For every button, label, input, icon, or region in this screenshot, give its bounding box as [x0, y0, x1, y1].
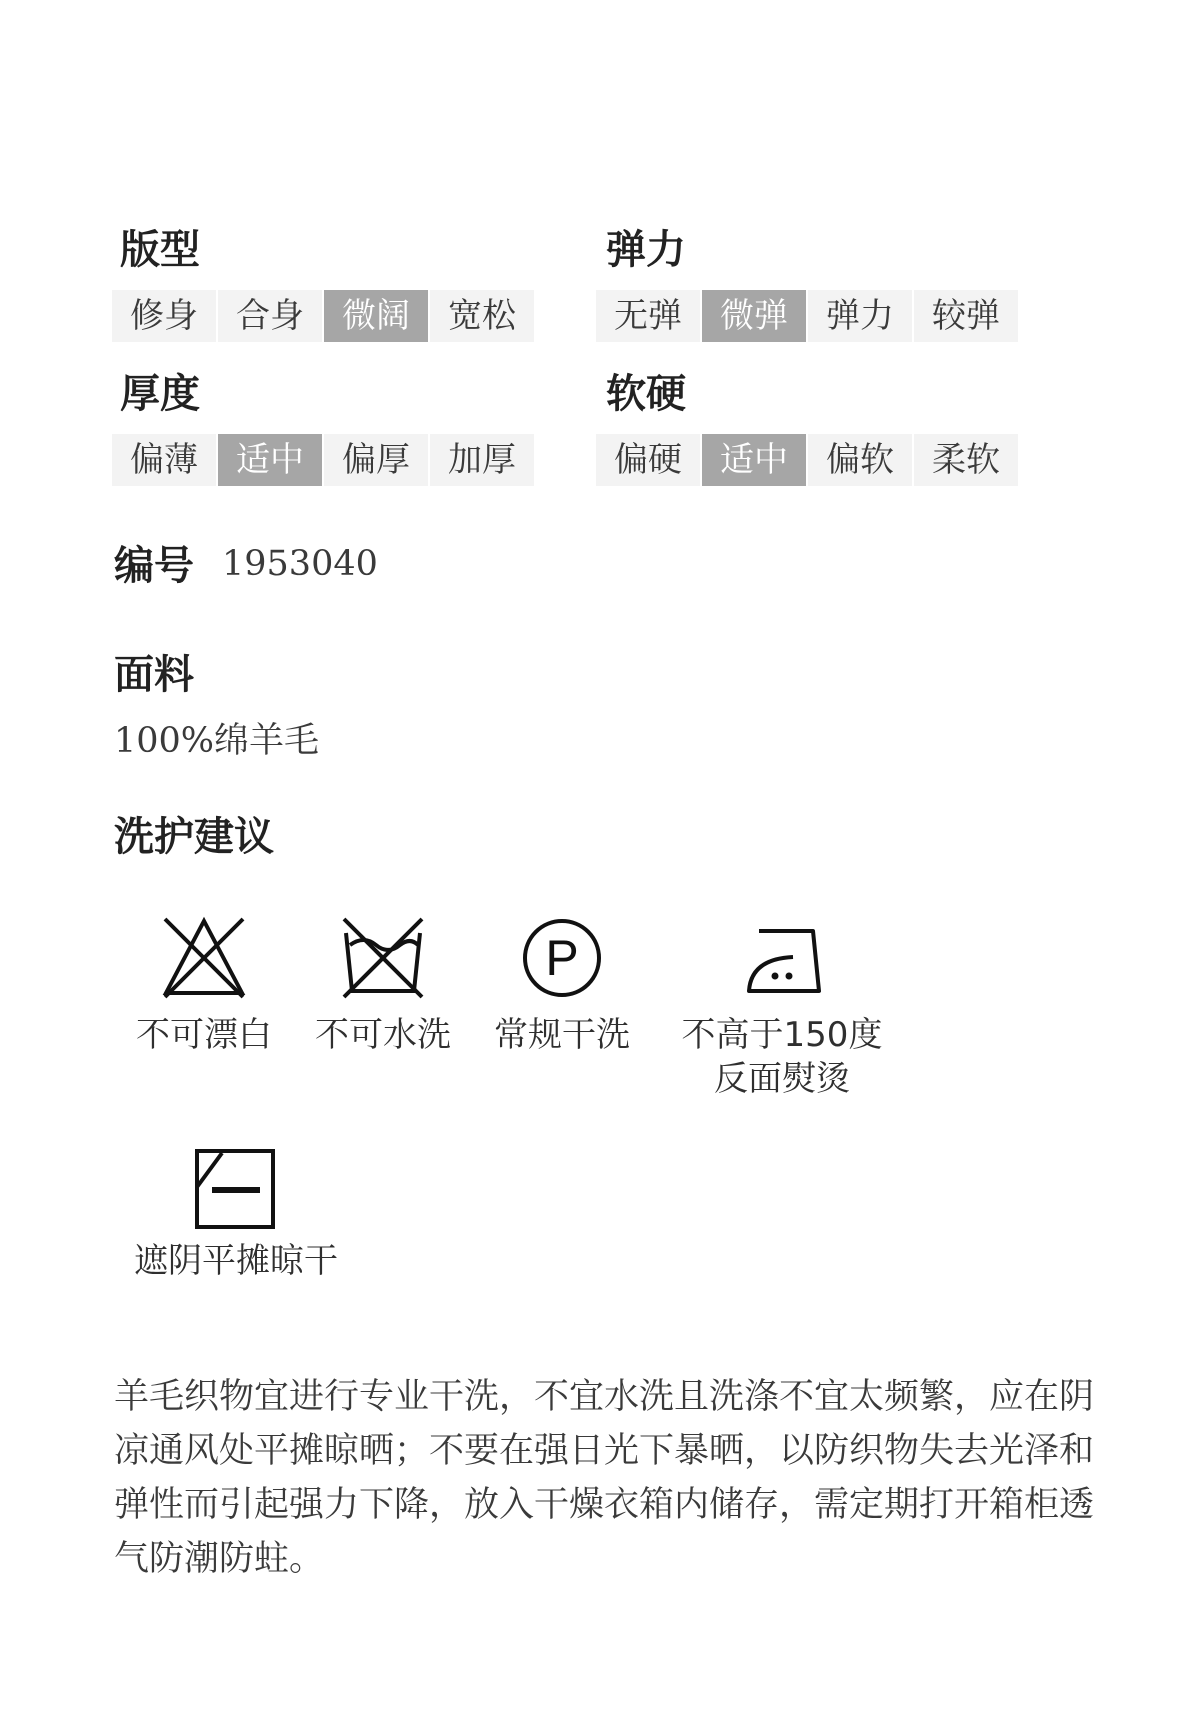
- fabric-heading: 面料: [114, 652, 194, 698]
- thickness-selector: [112, 434, 534, 486]
- care-label: 遮阴平摊晾干: [134, 1241, 338, 1281]
- item-number-label: 编号: [114, 543, 194, 589]
- care-item-no-bleach: [124, 915, 284, 1057]
- fabric-value: 100%绵羊毛: [114, 721, 320, 761]
- elasticity-option[interactable]: 无弹: [596, 290, 700, 342]
- thickness-option[interactable]: 适中: [218, 434, 322, 486]
- dry-clean-p-icon: [519, 915, 605, 1001]
- softness-heading: 软硬: [606, 371, 686, 417]
- elasticity-heading: 弹力: [606, 227, 686, 273]
- care-item-iron: [672, 915, 892, 1101]
- no-bleach-icon: [161, 915, 247, 1001]
- thickness-option[interactable]: 偏厚: [324, 434, 428, 486]
- elasticity-option[interactable]: 微弹: [702, 290, 806, 342]
- care-heading: 洗护建议: [114, 814, 274, 860]
- softness-option[interactable]: 适中: [702, 434, 806, 486]
- fit-option[interactable]: 合身: [218, 290, 322, 342]
- thickness-option[interactable]: 加厚: [430, 434, 534, 486]
- fit-option[interactable]: 修身: [112, 290, 216, 342]
- item-number-value: 1953040: [222, 544, 378, 584]
- softness-option[interactable]: 偏软: [808, 434, 912, 486]
- no-wash-icon: [340, 915, 426, 1001]
- elasticity-option[interactable]: 较弹: [914, 290, 1018, 342]
- iron-low-temp-icon: [739, 915, 825, 1001]
- care-item-no-wash: [303, 915, 463, 1057]
- fit-selector: [112, 290, 534, 342]
- care-label: 常规干洗: [494, 1015, 630, 1055]
- care-description: 羊毛织物宜进行专业干洗，不宜水洗且洗涤不宜太频繁，应在阴凉通风处平摊晾晒；不要在强日光下暴晒，以防织物失去光泽和弹性而引起强力下降，放入干燥衣箱内储存，需定期打开箱柜透气防潮防蛀。: [114, 1377, 1095, 1579]
- elasticity-selector: [596, 290, 1018, 342]
- thickness-heading: 厚度: [120, 371, 200, 417]
- thickness-option[interactable]: 偏薄: [112, 434, 216, 486]
- softness-option[interactable]: 柔软: [914, 434, 1018, 486]
- svg-text:P: P: [545, 930, 579, 986]
- elasticity-option[interactable]: 弹力: [808, 290, 912, 342]
- care-label: 不高于150度 反面熨烫: [681, 1015, 883, 1099]
- fit-heading: 版型: [120, 227, 200, 273]
- shade-flat-dry-icon: [192, 1145, 278, 1231]
- care-label: 不可漂白: [136, 1015, 272, 1055]
- softness-option[interactable]: 偏硬: [596, 434, 700, 486]
- fit-option[interactable]: 微阔: [324, 290, 428, 342]
- softness-selector: [596, 434, 1018, 486]
- care-item-shade-flat-dry: [134, 1145, 340, 1283]
- care-label: 不可水洗: [315, 1015, 451, 1055]
- fit-option[interactable]: 宽松: [430, 290, 534, 342]
- care-item-dry-clean: [482, 915, 642, 1057]
